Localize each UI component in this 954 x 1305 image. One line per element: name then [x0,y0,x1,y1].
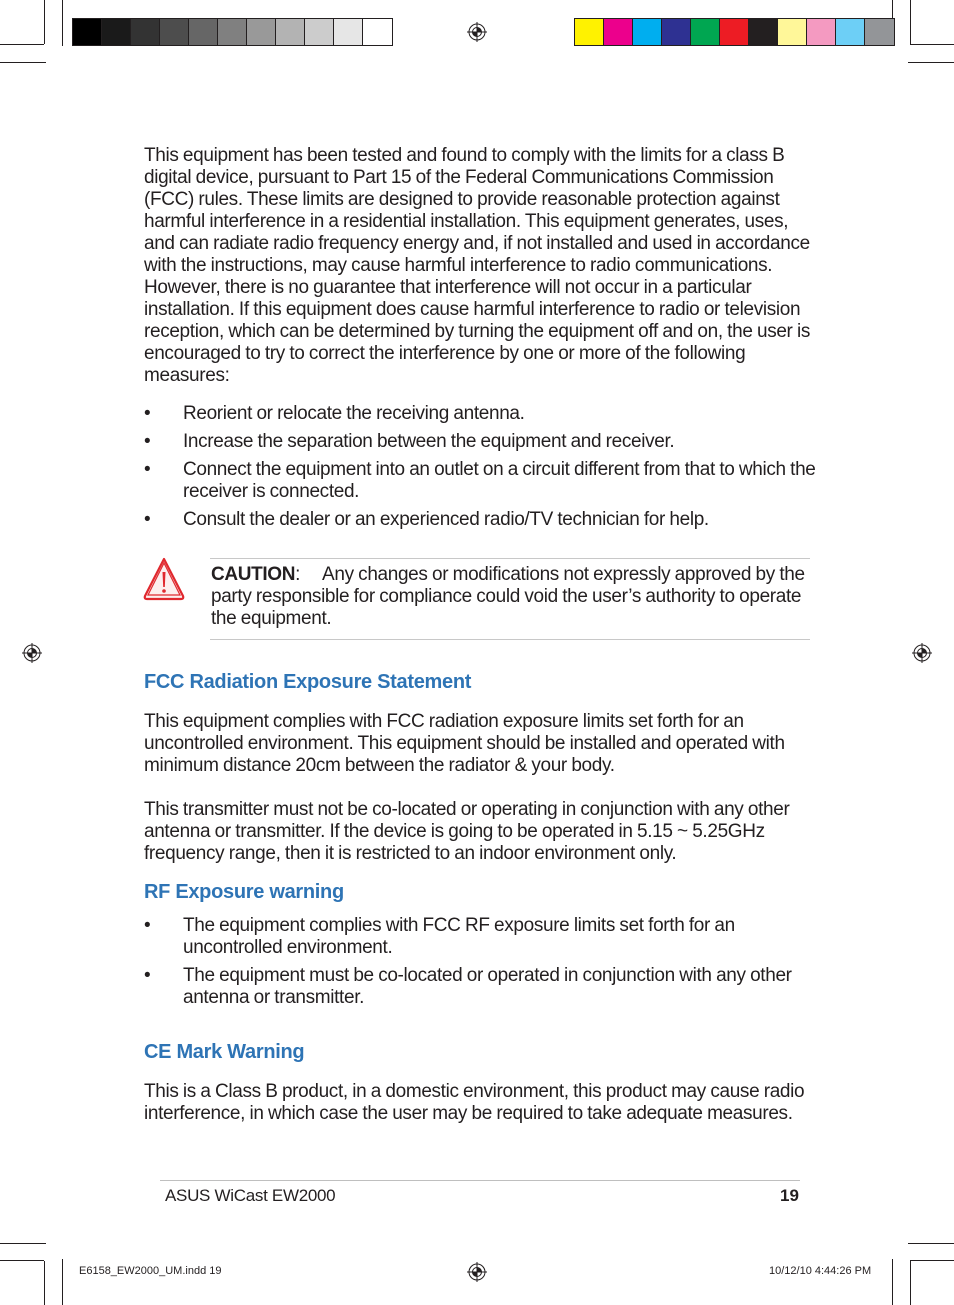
color-swatch [131,19,160,45]
fcc-compliance-paragraph: This equipment has been tested and found to comply with the limits for a class B digital device, pursuant to Part 15 of the Federal Communications Commission (FCC) rules. These limits are designed to provide reasonable protection against harmful interference in a residential installation. This equipment generates, uses, and can radiate radio frequency energy and, if not installed and used in accordance with the instructions, may cause harmful interference to radio communications. However, there is no guarantee that interference will not occur in a particular installation. If this equipment does cause harmful interference to radio or television reception, which can be determined by turning the equipment off and on, the user is encouraged to try to correct the interference by one or more of the following measures: [144,145,810,386]
color-swatch [363,19,392,45]
caution-separator: : [295,564,301,585]
page-number: 19 [780,1186,799,1205]
slug-timestamp: 10/12/10 4:44:26 PM [769,1265,872,1277]
rf-exposure-list [144,915,816,1015]
slug-filename: E6158_EW2000_UM.indd 19 [79,1265,222,1277]
color-swatch [865,19,894,45]
list-item: • Consult the dealer or an experienced radio/TV technician for help. [144,509,709,530]
list-item: • The equipment complies with FCC RF exposure limits set forth for an uncontrolled environment. [144,915,735,958]
ce-mark-heading: CE Mark Warning [144,1041,305,1063]
color-swatch [807,19,836,45]
rf-exposure-heading: RF Exposure warning [144,881,344,903]
color-swatch [575,19,604,45]
list-item: • Connect the equipment into an outlet on a circuit different from that to which the receiver is connected. [144,459,816,502]
color-swatch [691,19,720,45]
registration-mark-icon [467,1262,487,1282]
grayscale-color-bar [72,18,393,46]
color-swatch [189,19,218,45]
color-swatch [160,19,189,45]
color-swatch [633,19,662,45]
fcc-radiation-paragraph-1: This equipment complies with FCC radiation exposure limits set forth for an uncontrolled environment. This equipment should be installed and operated with minimum distance 20cm between the radiator & your body. [144,711,785,776]
footer-product-name: ASUS WiCast EW2000 [165,1186,336,1205]
list-item: • Increase the separation between the equipment and receiver. [144,431,675,452]
process-color-bar [574,18,895,46]
list-item: • Reorient or relocate the receiving antenna. [144,403,525,424]
warning-triangle-icon [142,556,186,602]
color-swatch [334,19,363,45]
color-swatch [720,19,749,45]
color-swatch [662,19,691,45]
color-swatch [749,19,778,45]
caution-text: Any changes or modifications not expressly approved by the party responsible for compliance could void the user’s authority to operate the equipment. [211,564,805,629]
color-swatch [836,19,865,45]
fcc-radiation-heading: FCC Radiation Exposure Statement [144,671,472,693]
fcc-radiation-paragraph-2: This transmitter must not be co-located or operating in conjunction with any other antenna or transmitter. If the device is going to be operated in 5.15 ~ 5.25GHz frequency range, then it is restricted to an indoor environment only. [144,799,790,864]
color-swatch [247,19,276,45]
footer-divider [160,1180,800,1181]
color-swatch [604,19,633,45]
color-swatch [218,19,247,45]
color-swatch [305,19,334,45]
list-item: • The equipment must be co-located or operated in conjunction with any other antenna or transmitter. [144,965,792,1008]
registration-mark-icon [22,643,42,663]
caution-label: CAUTION [211,564,296,585]
registration-mark-icon [912,643,932,663]
caution-notice [211,564,815,630]
color-swatch [778,19,807,45]
registration-mark-icon [467,22,487,42]
color-swatch [73,19,102,45]
color-swatch [276,19,305,45]
interference-measures-list [144,403,816,537]
ce-mark-paragraph: This is a Class B product, in a domestic environment, this product may cause radio interference, in which case the user may be required to take adequate measures. [144,1081,805,1124]
color-swatch [102,19,131,45]
